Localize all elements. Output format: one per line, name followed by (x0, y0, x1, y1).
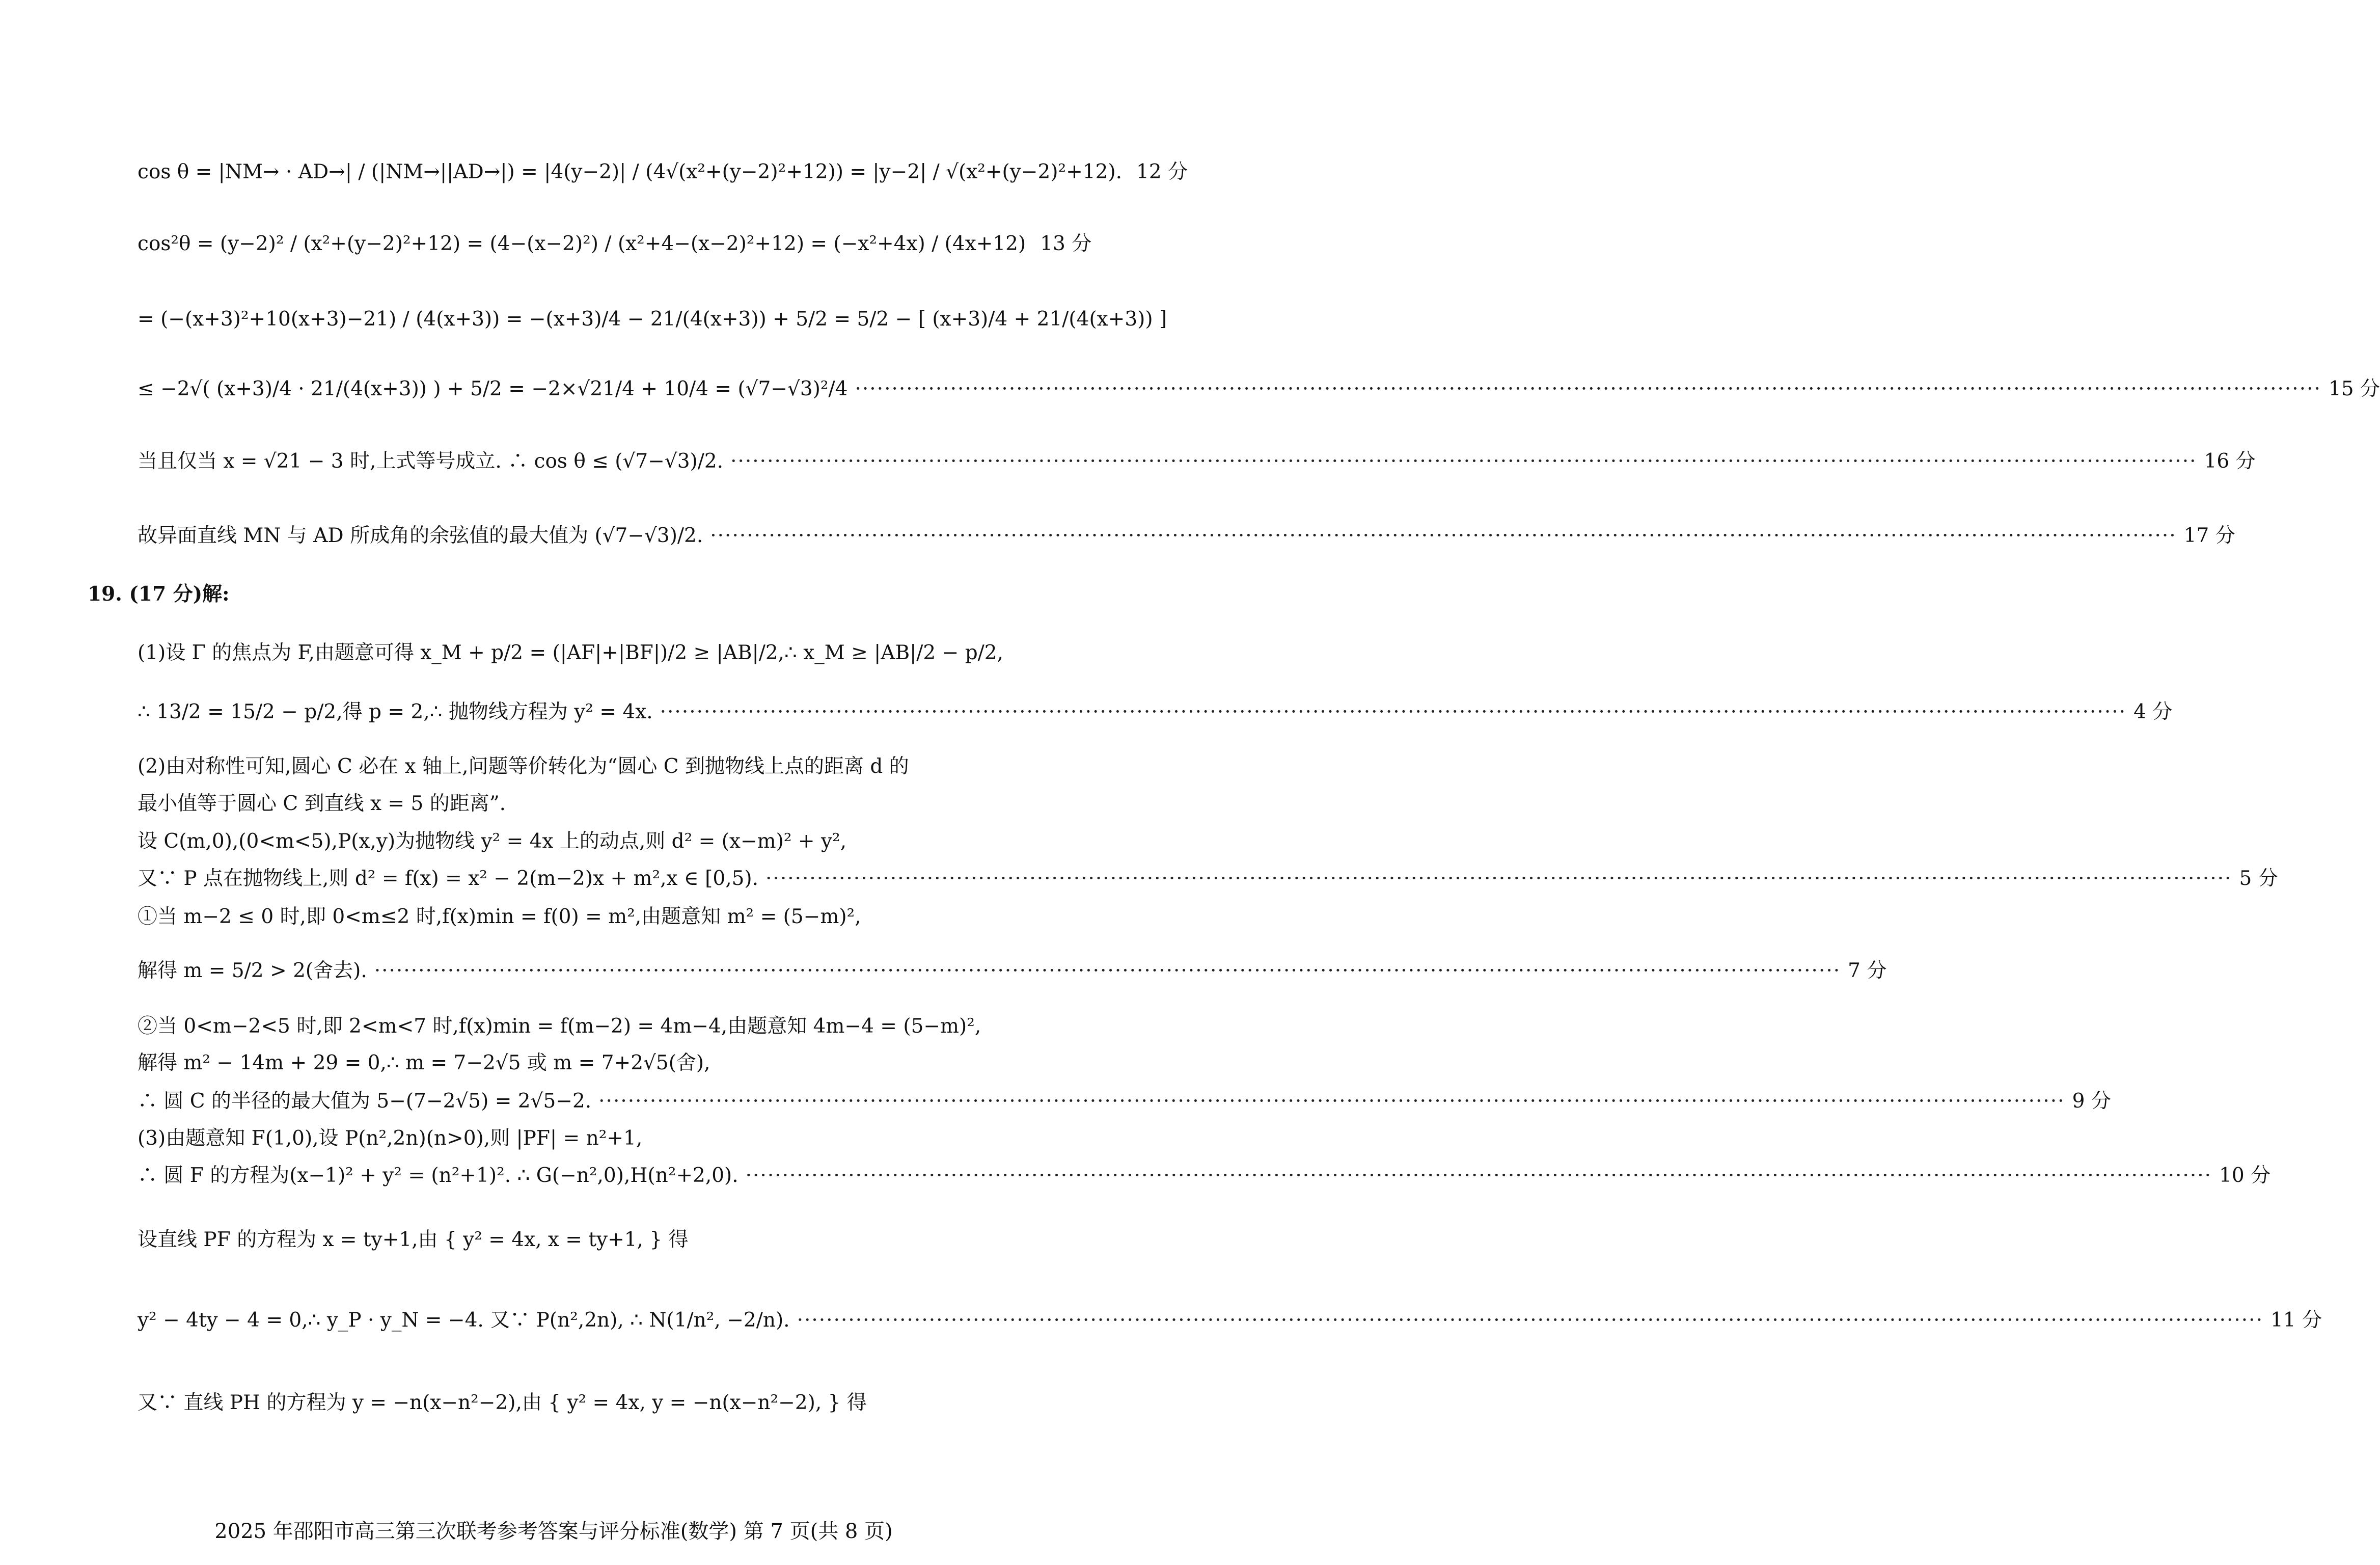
solution-line (138, 1050, 1005, 1076)
solution-line (138, 958, 1887, 984)
math-expression: 故异面直线 MN 与 AD 所成角的余弦值的最大值为 (√7−√3)/2. (138, 524, 703, 547)
math-expression: = (−(x+3)²+10(x+3)−21) / (4(x+3)) = −(x+3)/4 − 21/(4(x+3)) + 5/2 = 5/2 − [ (x+3)/4 + 21/(4(x+3)) ] (138, 308, 1167, 331)
math-expression: 又∵ P 点在抛物线上,则 d² = f(x) = x² − 2(m−2)x + m²,x ∈ [0,5). (138, 867, 759, 890)
math-expression: 设直线 PF 的方程为 x = ty+1,由 { y² = 4x, x = ty+1, } 得 (138, 1228, 689, 1251)
score-label: 4 分 (2133, 700, 2173, 723)
math-expression: 解得 m² − 14m + 29 = 0,∴ m = 7−2√5 或 m = 7+2√5(舍), (138, 1051, 710, 1074)
solution-line (138, 699, 2173, 725)
leader-dots: ········································································································································································································ (374, 959, 1841, 982)
score-label: 9 分 (2072, 1090, 2111, 1113)
score-label: 16 分 (2204, 450, 2256, 473)
math-expression: ≤ −2√( (x+3)/4 · 21/(4(x+3)) ) + 5/2 = −2×√21/4 + 10/4 = (√7−√3)²/4 (138, 377, 848, 400)
math-expression: 又∵ 直线 PH 的方程为 y = −n(x−n²−2),由 { y² = 4x, y = −n(x−n²−2), } 得 (138, 1391, 867, 1414)
solution-line (138, 1390, 1005, 1416)
math-expression: cos²θ = (y−2)² / (x²+(y−2)²+12) = (4−(x−2)²) / (x²+4−(x−2)²+12) = (−x²+4x) / (4x+12) (138, 232, 1026, 255)
math-expression: (3)由题意知 F(1,0),设 P(n²,2n)(n>0),则 |PF| = n²+1, (138, 1127, 643, 1150)
solution-line (138, 376, 2380, 402)
score-label: 12 分 (1136, 160, 1188, 183)
leader-dots: ········································································································································································································ (765, 867, 2232, 890)
math-expression: 19. (17 分)解: (88, 582, 230, 606)
score-label: 13 分 (1040, 232, 1092, 255)
solution-line (138, 866, 2278, 892)
solution-line (138, 828, 1005, 855)
leader-dots: ········································································································································································································ (660, 700, 2127, 723)
math-expression: ①当 m−2 ≤ 0 时,即 0<m≤2 时,f(x)min = f(0) = m²,由题意知 m² = (5−m)², (138, 905, 861, 928)
leader-dots: ········································································································································································································ (730, 450, 2197, 473)
score-label: 11 分 (2270, 1309, 2322, 1332)
leader-dots: ········································································································································································································ (745, 1164, 2212, 1187)
math-expression: ∴ 13/2 = 15/2 − p/2,得 p = 2,∴ 抛物线方程为 y² = 4x. (138, 700, 653, 723)
math-expression: y² − 4ty − 4 = 0,∴ y_P · y_N = −4. 又∵ P(n²,2n), ∴ N(1/n², −2/n). (138, 1309, 790, 1332)
math-expression: 解得 m = 5/2 > 2(舍去). (138, 959, 367, 982)
solution-line (138, 640, 1005, 666)
math-expression: (1)设 Γ 的焦点为 F,由题意可得 x_M + p/2 = (|AF|+|BF|)/2 ≥ |AB|/2,∴ x_M ≥ |AB|/2 − p/2, (138, 641, 1004, 664)
leader-dots: ········································································································································································································ (797, 1309, 2263, 1332)
solution-line (138, 159, 1188, 185)
solution-line (138, 306, 1167, 333)
solution-line (138, 904, 1005, 930)
score-label: 5 分 (2239, 867, 2278, 890)
question-heading (88, 581, 1005, 607)
solution-line (138, 1163, 2271, 1189)
math-expression: ②当 0<m−2<5 时,即 2<m<7 时,f(x)min = f(m−2) = 4m−4,由题意知 4m−4 = (5−m)², (138, 1015, 981, 1038)
solution-line (138, 753, 1005, 780)
leader-dots: ········································································································································································································ (855, 377, 2321, 400)
math-expression: (2)由对称性可知,圆心 C 必在 x 轴上,问题等价转化为“圆心 C 到抛物线上点的距离 d 的 (138, 755, 909, 778)
solution-line (138, 791, 1005, 817)
solution-line (138, 448, 2256, 475)
score-label: 15 分 (2328, 377, 2380, 400)
math-expression: 设 C(m,0),(0<m<5),P(x,y)为抛物线 y² = 4x 上的动点,则 d² = (x−m)² + y², (138, 830, 847, 853)
leader-dots: ········································································································································································································ (710, 524, 2177, 547)
math-expression: cos θ = |NM→ · AD→| / (|NM→||AD→|) = |4(y−2)| / (4√(x²+(y−2)²+12)) = |y−2| / √(x²+(y−2)²+12). (138, 160, 1123, 183)
solution-line (138, 523, 2235, 549)
solution-line (138, 1013, 1005, 1040)
score-label: 17 分 (2183, 524, 2235, 547)
math-expression: ∴ 圆 F 的方程为(x−1)² + y² = (n²+1)². ∴ G(−n²,0),H(n²+2,0). (138, 1164, 738, 1187)
score-label: 7 分 (1848, 959, 1887, 982)
solution-line (138, 231, 1092, 257)
score-label: 10 分 (2219, 1164, 2271, 1187)
solution-line (138, 1307, 2322, 1334)
solution-line (138, 1088, 2111, 1115)
solution-line (138, 1227, 1005, 1253)
leader-dots: ········································································································································································································ (598, 1090, 2065, 1113)
math-expression: 当且仅当 x = √21 − 3 时,上式等号成立. ∴ cos θ ≤ (√7−√3)/2. (138, 450, 724, 473)
page-footer: 2025 年邵阳市高三第三次联考参考答案与评分标准(数学) 第 7 页(共 8 页) (214, 1520, 893, 1543)
math-expression: 最小值等于圆心 C 到直线 x = 5 的距离”. (138, 792, 506, 815)
math-expression: ∴ 圆 C 的半径的最大值为 5−(7−2√5) = 2√5−2. (138, 1090, 592, 1113)
solution-line (138, 1125, 1005, 1152)
